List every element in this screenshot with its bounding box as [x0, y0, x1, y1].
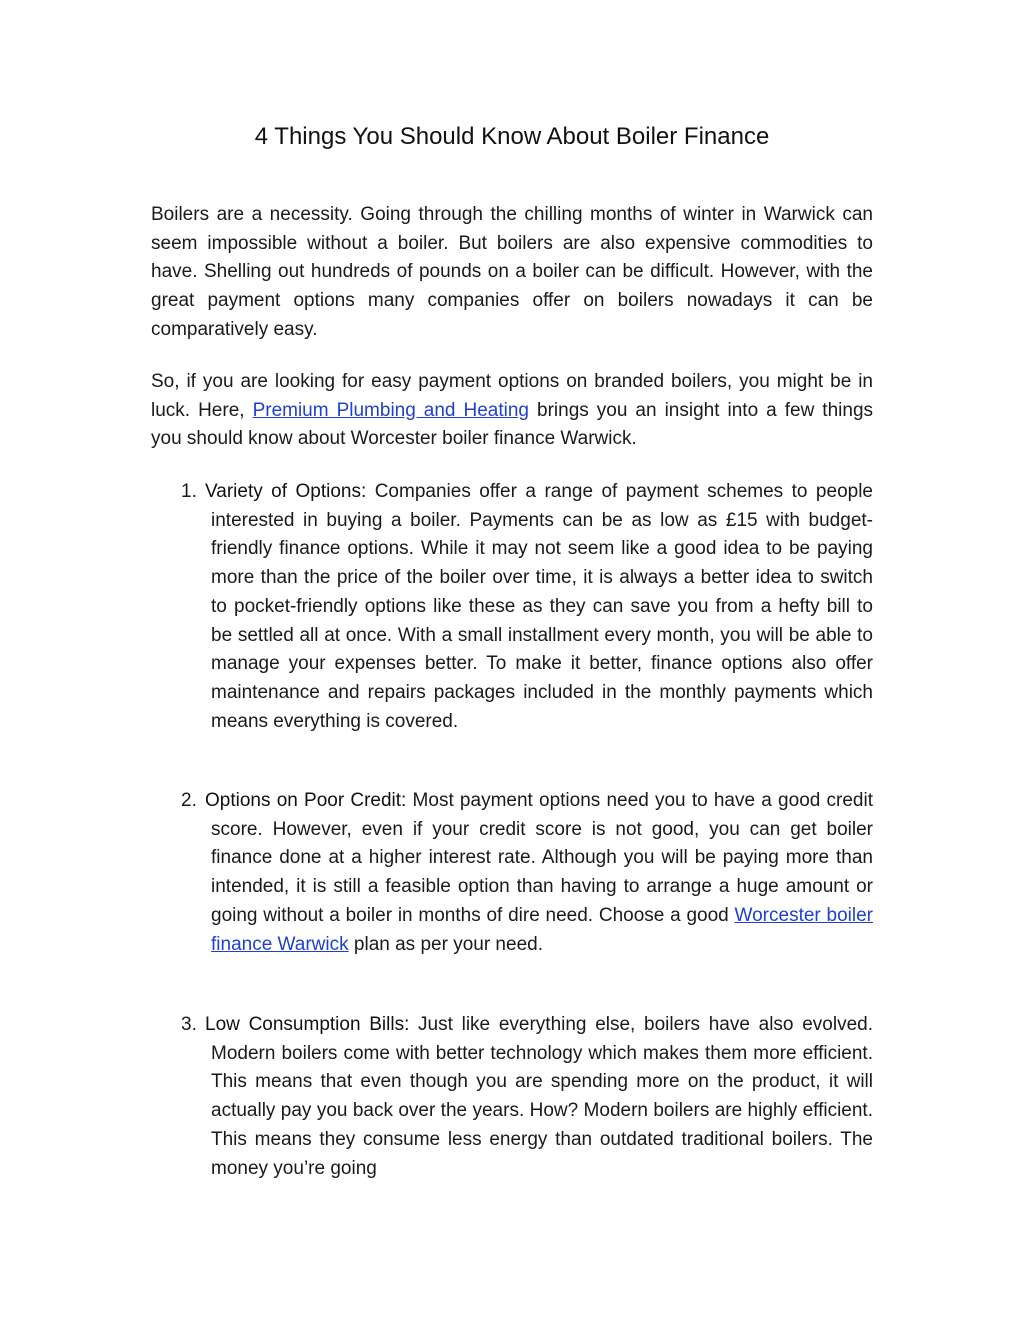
list-item-heading: Variety of Options:: [205, 481, 367, 502]
worcester-boiler-finance-link[interactable]: Worcester boiler finance Warwick: [211, 904, 873, 955]
list-item-heading: Low Consumption Bills:: [205, 1014, 410, 1035]
list-number: 1.: [181, 481, 197, 502]
list-item-heading: Options on Poor Credit:: [205, 790, 407, 811]
list-item-text: Most payment options need you to have a good credit score. However, even if your credit score is not good, you can get boiler finance done at a higher interest rate. Although you will be paying more than intended, it is still a feasible option than having to arrange a huge amount or going without a boiler in months of dire need. Choose a good: [211, 790, 873, 926]
intro-paragraph: Boilers are a necessity. Going through the chilling months of winter in Warwick can seem impossible without a boiler. But boilers are also expensive commodities to have. Shelling out hundreds of pounds on a boiler can be difficult. However, with the great payment options many companies offer on boilers nowadays it can be comparatively easy.: [151, 204, 873, 340]
list-number: 3.: [181, 1014, 197, 1035]
list-item: [181, 478, 873, 736]
list-item: [181, 787, 873, 959]
list-item-text: Just like everything else, boilers have also evolved. Modern boilers come with better technology which makes them more efficient. This means that even though you are spending more on the product, it will actually pay you back over the years. How? Modern boilers are highly efficient. This means they consume less energy than outdated traditional boilers. The money you’re going: [211, 1014, 873, 1179]
second-paragraph: [151, 368, 873, 454]
document-title: 4 Things You Should Know About Boiler Finance: [254, 123, 770, 150]
list-item-text: Companies offer a range of payment schemes to people interested in buying a boiler. Payments can be as low as £15 with budget-friendly finance options. While it may not seem like a good idea to be paying more than the price of the boiler over time, it is always a better idea to switch to pocket-friendly options like these as they can save you from a hefty bill to be settled all at once. With a small installment every month, you will be able to manage your expenses better. To make it better, finance options also offer maintenance and repairs packages included in the monthly payments which means everything is covered.: [211, 481, 873, 732]
list-number: 2.: [181, 790, 197, 811]
paragraph-text: So, if you are looking for easy payment options on branded boilers, you might be in luck. Here,: [151, 371, 873, 421]
paragraph-text: brings you an insight into a few things you should know about Worcester boiler finance Warwick.: [151, 399, 874, 450]
list-item-text: plan as per your need.: [348, 933, 543, 955]
list-item: [181, 1011, 873, 1183]
premium-plumbing-link[interactable]: Premium Plumbing and Heating: [252, 399, 530, 421]
